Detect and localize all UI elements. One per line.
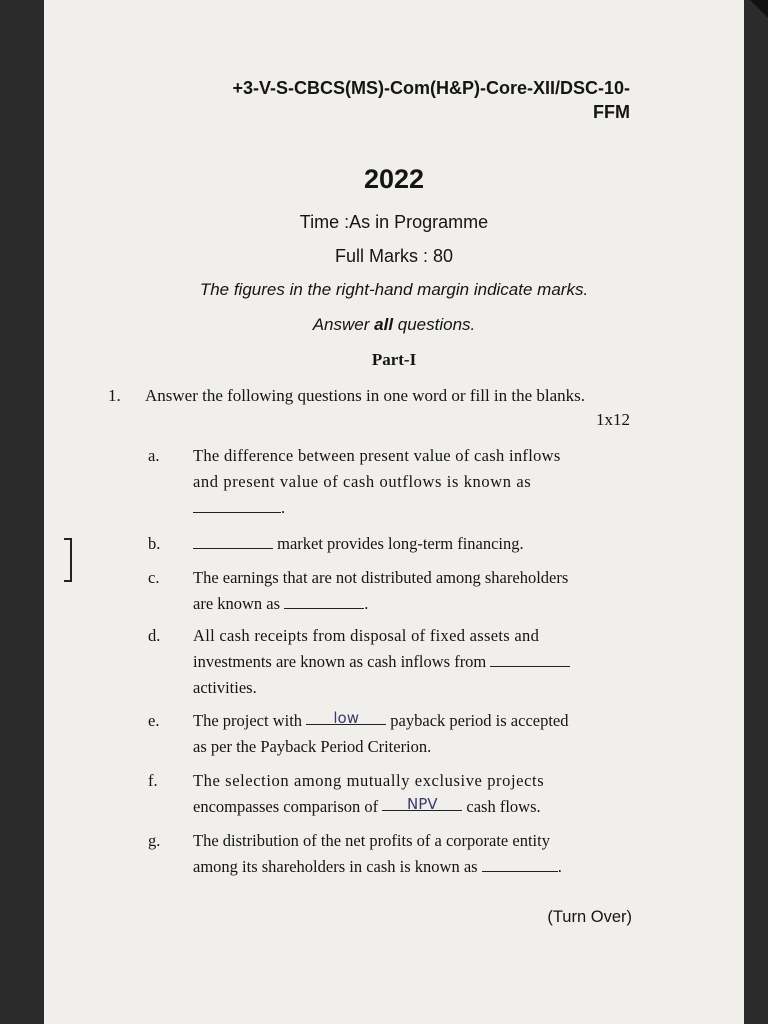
- paper-code: [70, 76, 630, 124]
- item-label: b.: [148, 534, 161, 553]
- item-label: a.: [148, 446, 160, 465]
- item-line: market provides long-term financing.: [273, 534, 524, 553]
- question-marks: 1x12: [596, 410, 630, 429]
- handwritten-answer: low: [333, 709, 359, 727]
- item-line: [193, 495, 630, 521]
- item-label: f.: [148, 771, 158, 790]
- item-line: All cash receipts from disposal of fixed assets and: [193, 626, 540, 645]
- full-marks: Full Marks : 80: [334, 246, 454, 266]
- item-label: e.: [148, 711, 160, 730]
- item-line: [193, 708, 630, 734]
- item-text: [193, 768, 630, 820]
- item-line: [193, 591, 630, 617]
- answer-blank[interactable]: [193, 532, 273, 549]
- item-line: [193, 854, 630, 880]
- item-text-span: encompasses comparison of: [193, 797, 383, 816]
- paper-code-line1: +3-V-S-CBCS(MS)-Com(H&P)-Core-XII/DSC-10-: [232, 78, 630, 98]
- exam-time: Time :As in Programme: [299, 212, 489, 232]
- turn-over-label: (Turn Over): [547, 908, 632, 926]
- page-corner: [750, 0, 768, 18]
- item-punct: .: [364, 594, 369, 613]
- item-line: The earnings that are not distributed among shareholders: [193, 568, 569, 587]
- item-text-span: payback period is accepted: [386, 711, 569, 730]
- item-text: [193, 623, 630, 701]
- item-line: [193, 794, 630, 820]
- question-number: 1.: [108, 386, 121, 405]
- item-line: The distribution of the net profits of a corporate entity: [193, 831, 550, 850]
- exam-year: 2022: [363, 164, 425, 194]
- answer-instruction-post: questions.: [393, 315, 476, 334]
- part-heading: Part-I: [371, 350, 417, 369]
- margin-bracket-mark: [64, 538, 72, 582]
- item-line: and present value of cash outflows is known as: [193, 472, 532, 491]
- answer-blank[interactable]: [193, 496, 281, 513]
- item-text: [193, 565, 630, 617]
- answer-instruction: [44, 315, 744, 335]
- answer-instruction-bold: all: [374, 315, 394, 334]
- item-text: [193, 443, 630, 521]
- item-text: [193, 531, 630, 557]
- handwritten-answer: NPV: [406, 795, 438, 813]
- answer-blank[interactable]: [490, 650, 570, 667]
- answer-blank[interactable]: [306, 708, 386, 725]
- item-text-span: among its shareholders in cash is known as: [193, 857, 482, 876]
- item-text-span: investments are known as cash inflows from: [193, 652, 491, 671]
- item-line: The difference between present value of cash inflows: [193, 446, 561, 465]
- answer-instruction-pre: Answer: [312, 315, 375, 334]
- paper-code-line2: FFM: [593, 102, 630, 122]
- question-text: Answer the following questions in one word or fill in the blanks.: [145, 386, 586, 405]
- item-text: [193, 708, 630, 760]
- answer-blank[interactable]: [284, 592, 364, 609]
- answer-blank[interactable]: [382, 794, 462, 811]
- item-text-span: The project with: [193, 711, 307, 730]
- item-label: d.: [148, 626, 161, 645]
- item-line: The selection among mutually exclusive projects: [193, 771, 545, 790]
- item-punct: .: [281, 498, 286, 517]
- item-label: c.: [148, 568, 160, 587]
- item-text-span: cash flows.: [462, 797, 541, 816]
- item-line: [193, 649, 630, 675]
- answer-blank[interactable]: [482, 855, 558, 872]
- item-line: as per the Payback Period Criterion.: [193, 737, 432, 756]
- item-label: g.: [148, 831, 161, 850]
- item-line: activities.: [193, 678, 257, 697]
- marks-note: The figures in the right-hand margin indicate marks.: [199, 280, 589, 299]
- item-text: [193, 828, 630, 880]
- item-text-span: are known as: [193, 594, 285, 613]
- item-punct: .: [557, 857, 562, 876]
